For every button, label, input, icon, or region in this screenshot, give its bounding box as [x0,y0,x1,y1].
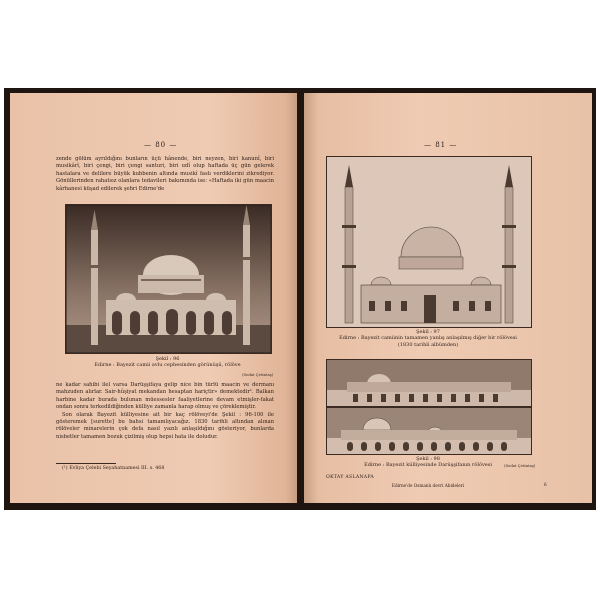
figure-96-credit: (Sedat Çetintaş) [242,372,274,377]
mosque-elevation-figure-97 [326,156,532,328]
page-number-right: — 81 — [424,141,458,149]
left-paragraphs-bottom [56,382,274,441]
footer-title: Edirne'de Osmanlı devri Abideleri [391,483,465,488]
open-book [4,88,596,510]
figure-98-description: Edirne : Bayezit külliyesinde Darüşşifanın rölövesi [364,462,492,469]
figure-97-description: Edirne : Bayezit camiinin tamamen yanlış anlaşılmış diğer bir rölövesi [339,335,517,342]
mosque-photo-figure-96 [65,204,272,354]
paragraph-text: Son olarak Bayezit külliyesine ait bir kaç rölöveyi'de Şekil : 96-100 ile gösteremek [surette] bu bahsi tamamlıyacağız. 1830 tarihli altından alınan rölöveler minarelerin çok defa nasıl yazılı anlaşıldığını gösteriyor, bunlarda nisbetler tamamen bozuk çizilmiş olup hepsi hata ile doludur. [56,411,274,440]
figure-98-credit: (Sedat Çetintaş) [504,463,536,468]
complex-elevation-drawing-a [327,360,531,406]
footer-signature-mark: 6 [544,482,547,487]
figure-97-caption [326,329,530,348]
footnote: (¹) Evliya Çelebi Seyahatnamesi III. s. 468 [62,466,165,471]
mosque-elevation-drawing [327,157,531,327]
complex-elevation-bottom [326,407,532,455]
figure-98-caption [326,456,530,469]
figure-96-number: Şekil : 96 [155,356,180,362]
left-paragraph-top [56,156,274,193]
mosque-photo-image [66,205,271,353]
page-number-left: — 80 — [144,141,178,149]
right-page [304,93,592,503]
footnote-rule [56,463,116,464]
paragraph-text: zende gölüm ayrıldığını bunların üçü hânende, biri neyzen, biri kanunî, biri musikârî, biri çengi, biri çengi santuri, biri udî olup haftada üç gün gelerek hastalara ve delilere büyük kubbenin altında musikî faslı verdiklerini zikrediyor. Gönüllerinden rahatsız olanlara tedavileri bakımında ise: «Haftada iki gün maacin kârhanesi küşad edilerek şehri Edirne'de [56,156,274,192]
figure-97-source: (1830 tarihli albümden) [397,341,459,348]
figure-96-caption [65,356,270,369]
figure-96-description: Edirne : Bayezit camii avlu cephesinden görünüşü, rölöve [94,362,241,369]
footer-author: OKTAY ASLANAPA [326,475,374,480]
complex-elevation-drawing-b [327,408,531,454]
complex-elevation-top [326,359,532,407]
figure-97-number: Şekil : 97 [416,329,440,335]
paragraph-text: ne kadar sahibi ilel varsa Darüşşifaya gelip nice bin türlü maacin ve dermanı mahzuden alırlar. Sair-hûşiyat mekandan hesaptan hariçtir» demektedir¹. Balkan harbine kadar burada bulunan müessesler faaliyetlerine devam etmişler-fakat ondan sonra terkedildiğinden külliye zamanla harap olmuş ve çöreklemiştir. [56,382,274,411]
figure-98-number: Şekil : 98 [416,456,440,462]
left-page [10,93,297,503]
